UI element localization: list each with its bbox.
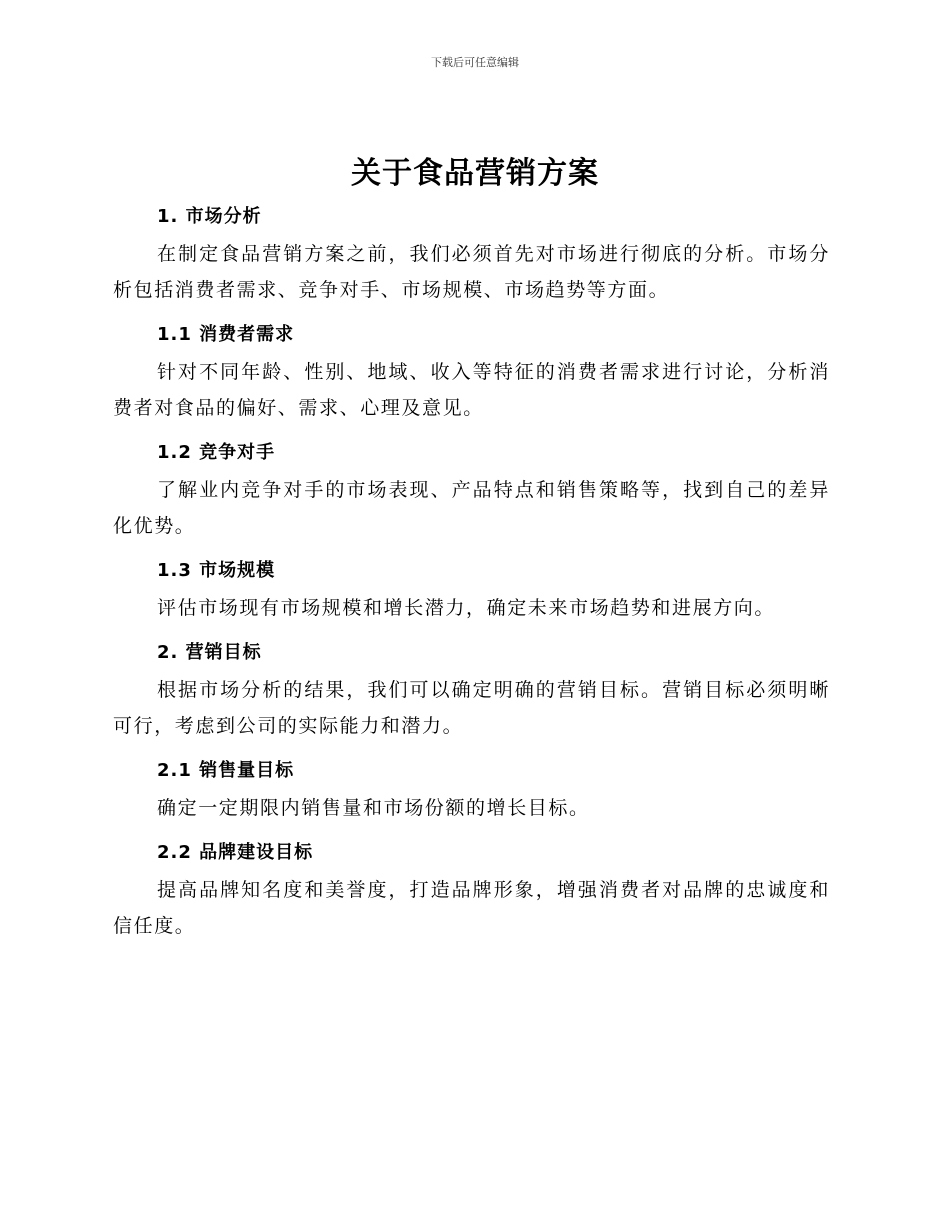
section-paragraph-brand-goals: 提高品牌知名度和美誉度，打造品牌形象，增强消费者对品牌的忠诚度和信任度。 [113, 879, 830, 937]
section-heading-market-analysis: 1. 市场分析 [157, 206, 262, 227]
section-paragraph-marketing-goals: 根据市场分析的结果，我们可以确定明确的营销目标。营销目标必须明晰可行，考虑到公司的实际能力和潜力。 [113, 679, 830, 737]
page-header: 下载后可任意编辑 [431, 56, 519, 69]
section-paragraph-market-size: 评估市场现有市场规模和增长潜力，确定未来市场趋势和进展方向。 [157, 597, 776, 619]
section-heading-market-size: 1.3 市场规模 [157, 560, 276, 581]
section-heading-marketing-goals: 2. 营销目标 [157, 642, 262, 663]
document-body [113, 192, 830, 952]
section-heading-brand-goals: 2.2 品牌建设目标 [157, 842, 314, 863]
section-paragraph-competitors: 了解业内竞争对手的市场表现、产品特点和销售策略等，找到自己的差异化优势。 [113, 479, 830, 537]
section-paragraph-sales-goals: 确定一定期限内销售量和市场份额的增长目标。 [157, 797, 590, 819]
section-paragraph-market-analysis: 在制定食品营销方案之前，我们必须首先对市场进行彻底的分析。市场分析包括消费者需求、竞争对手、市场规模、市场趋势等方面。 [113, 243, 830, 301]
document-title: 关于食品营销方案 [351, 156, 599, 191]
section-heading-competitors: 1.2 竞争对手 [157, 442, 276, 463]
section-heading-consumer-demand: 1.1 消费者需求 [157, 324, 295, 345]
section-paragraph-consumer-demand: 针对不同年龄、性别、地域、收入等特征的消费者需求进行讨论，分析消费者对食品的偏好、需求、心理及意见。 [113, 361, 830, 419]
section-heading-sales-goals: 2.1 销售量目标 [157, 760, 295, 781]
